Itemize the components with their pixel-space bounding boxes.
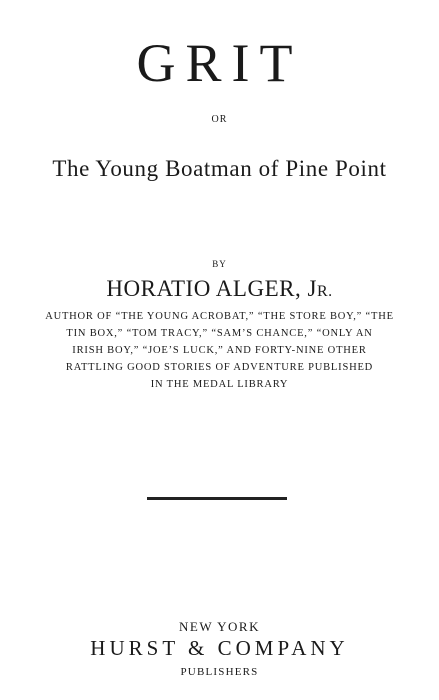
decorative-rule xyxy=(147,497,287,500)
author-works-line: IRISH BOY,” “JOE’S LUCK,” AND FORTY-NINE OTHER xyxy=(72,345,367,356)
author-name-text: HORATIO ALGER, xyxy=(106,276,302,301)
byline-label: BY xyxy=(212,259,227,269)
book-title: GRIT xyxy=(136,33,303,93)
author-suffix-rest: R. xyxy=(316,283,333,300)
book-subtitle: The Young Boatman of Pine Point xyxy=(52,156,387,181)
author-works-line: RATTLING GOOD STORIES OF ADVENTURE PUBLISHED xyxy=(65,362,374,373)
publishers-label: PUBLISHERS xyxy=(180,666,259,678)
author-works-line: IN THE MEDAL LIBRARY xyxy=(150,379,289,390)
author-name xyxy=(0,276,439,305)
author-suffix-initial: J xyxy=(307,276,317,301)
title-connector: OR xyxy=(211,114,228,125)
publisher-city: NEW YORK xyxy=(179,619,260,634)
author-works-line: TIN BOX,” “TOM TRACY,” “SAM’S CHANCE,” “ONLY AN xyxy=(66,328,373,339)
author-works-list xyxy=(0,308,439,393)
author-works-line: AUTHOR OF “THE YOUNG ACROBAT,” “THE STORE BOY,” “THE xyxy=(45,311,394,322)
publisher-name: HURST & COMPANY xyxy=(90,636,349,660)
